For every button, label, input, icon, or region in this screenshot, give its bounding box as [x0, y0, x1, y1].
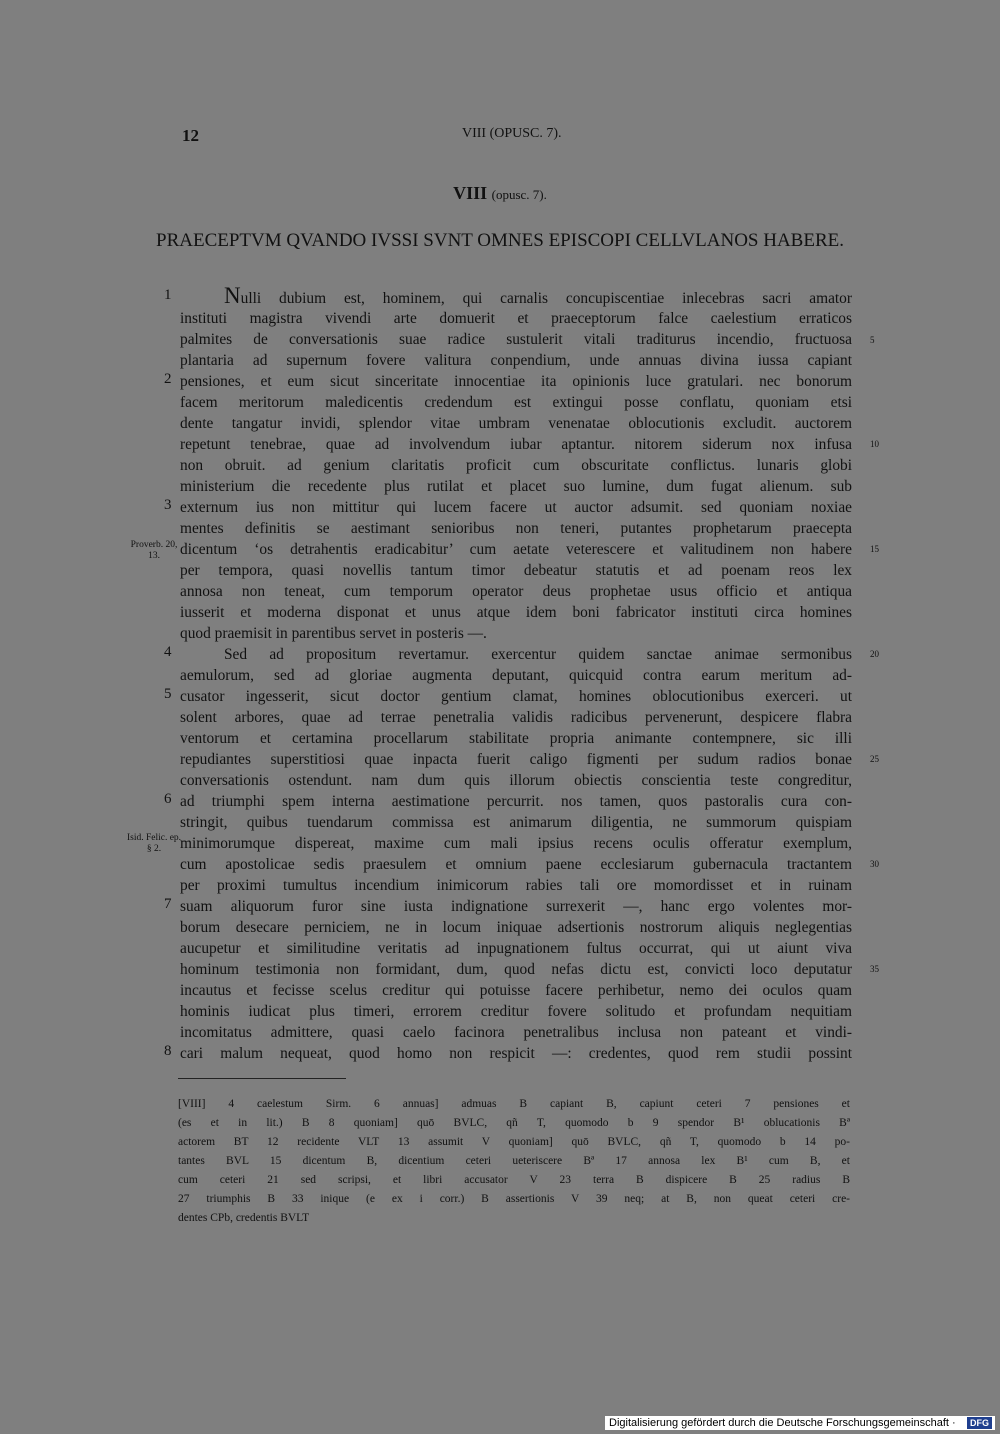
footer-text: Digitalisierung gefördert durch die Deutsche Forschungsgemeinschaft ·: [609, 1417, 956, 1429]
body-line: mentes definitis se aestimant senioribus non teneri, putantes prophetarum praecepta: [180, 520, 852, 537]
body-line: incomitatus admittere, quasi caelo facinora penetralibus inclusa non pateant et vindi-: [180, 1024, 852, 1041]
body-line: facem meritorum maledicentis credendum est extingui posse conflatu, quoniam etsi: [180, 394, 852, 411]
margin-note-isidore: Isid. Felic. ep. § 2.: [126, 833, 182, 854]
body-line: conversationis ostendunt. nam dum quis illorum obiectis conscientia teste congreditur,: [180, 772, 852, 789]
footnote-line: [VIII] 4 caelestum Sirm. 6 annuas] admuas B capiant B, capiunt ceteri 7 pensiones et: [178, 1098, 850, 1110]
body-line: per tempora, quasi novellis tantum timor debeatur statutis et ad poenam reos lex: [180, 562, 852, 579]
body-line: cusator ingesserit, sicut doctor gentium clamat, homines oblocutionibus exerceri. ut: [180, 688, 852, 705]
footnote-line: actorem BT 12 recidente VLT 13 assumit V quoniam] quō BVLC, qñ T, quomodo b 14 po-: [178, 1136, 850, 1148]
body-line: ministerium die recedente plus rutilat et placet suo lumine, dum fugat alienum. sub: [180, 478, 852, 495]
line-number: 5: [870, 335, 875, 345]
line-number: 35: [870, 964, 879, 974]
body-line: palmites de conversationis suae radice sustulerit vitali traditurus incendio, fructuosa: [180, 331, 852, 348]
margin-note-proverb: Proverb. 20, 13.: [130, 540, 178, 561]
body-line: repudiantes superstitiosi quae inpacta fuerit caligo figmenti per sudum radios bonae: [180, 751, 852, 768]
body-line: Nulli dubium est, hominem, qui carnalis concupiscentiae inlecebras sacri amator: [180, 287, 852, 308]
body-line: dente tangatur invidi, splendor vitae umbram venenatae oblocutionis excludit. auctorem: [180, 415, 852, 432]
line-number: 25: [870, 754, 879, 764]
body-line: ventorum et certamina procellarum stabilitate propria animante contempnere, sic illi: [180, 730, 852, 747]
paragraph-number: 5: [164, 686, 172, 702]
line-number: 20: [870, 649, 879, 659]
body-line: non obruit. ad genium claritatis proficit cum obscuritate conflictus. lunaris globi: [180, 457, 852, 474]
body-line: instituti magistra vivendi arte domuerit et praeceptorum falce caelestium erraticos: [180, 310, 852, 327]
body-line: aucupetur et similitudine veritatis ad inpugnationem fultus occurrat, qui ut aiunt viva: [180, 940, 852, 957]
dfg-logo-icon: DFG: [967, 1417, 992, 1429]
line-number: 15: [870, 544, 879, 554]
body-line: minimorumque dispereat, maxime cum mali ipsius recens oculis offeratur exemplum,: [180, 835, 852, 852]
body-line: incautus et fecisse scelus creditur qui potuisse facere perhibetur, nemo dei oculos quam: [180, 982, 852, 999]
footnote-line: cum ceteri 21 sed scripsi, et libri accusator V 23 terra B dispicere B 25 radius B: [178, 1174, 850, 1186]
body-line: Sed ad propositum revertamur. exercentur quidem sanctae animae sermonibus: [224, 646, 852, 663]
body-line: aemulorum, sed ad gloriae augmenta deputant, quicquid contra earum meritum ad-: [180, 667, 852, 684]
initial-letter: N: [224, 287, 241, 308]
footer-bar: [605, 1416, 995, 1430]
body-line: pensiones, et eum sicut sinceritate innocentiae ita opinionis luce gratulari. nec bonorum: [180, 373, 852, 390]
running-head: VIII (OPUSC. 7).: [462, 126, 562, 141]
body-line: repetunt tenebrae, quae ad involvendum iubar aptantur. nitorem siderum nox infusa: [180, 436, 852, 453]
paragraph-number: 3: [164, 497, 172, 513]
body-line: hominum testimonia non formidant, dum, quod nefas dictu est, convicti loco deputatur: [180, 961, 852, 978]
paragraph-number: 6: [164, 791, 172, 807]
body-line: cum apostolicae sedis praesulem et omnium paene ecclesiarum gubernacula tractantem: [180, 856, 852, 873]
paragraph-number: 7: [164, 896, 172, 912]
section-numeral: VIII: [453, 183, 488, 203]
footnote-line: tantes BVL 15 dicentum B, dicentium ceteri ueteriscere Bª 17 annosa lex B¹ cum B, et: [178, 1155, 850, 1167]
body-line: suam aliquorum furor sine iusta indignatione surrexerit —, hanc ergo volentes mor-: [180, 898, 852, 915]
body-line: cari malum nequeat, quod homo non respicit —: credentes, quod rem studii possint: [180, 1045, 852, 1062]
body-line: per proximi tumultus incendium inimicorum rabies tali ore momordisset et in ruinam: [180, 877, 852, 894]
body-line: hominis iudicat plus timeri, errorem creditur fovere solitudo et profundam nequitiam: [180, 1003, 852, 1020]
footnote-rule: [178, 1078, 346, 1079]
body-line: stringit, quibus tuendarum commissa est animarum diligentia, ne summorum quispiam: [180, 814, 852, 831]
paragraph-number: 4: [164, 644, 172, 660]
footnote-line: dentes CPb, credentis BVLT: [178, 1212, 310, 1224]
section-title: [0, 183, 1000, 204]
footnote-line: (es et in lit.) B 8 quoniam] quō BVLC, qñ T, quomodo b 9 spendor B¹ oblucationis Bª: [178, 1117, 850, 1129]
page-number: 12: [182, 126, 199, 145]
body-line: quod praemisit in parentibus servet in posteris —.: [180, 625, 487, 642]
body-line: ad triumphi spem interna aestimatione percurrit. nos tamen, quos pastoralis cura con-: [180, 793, 852, 810]
paragraph-number: 2: [164, 371, 172, 387]
body-line: borum desecare perniciem, ne in locum iniquae adsertionis nostrorum aliquis neglegentias: [180, 919, 852, 936]
paragraph-number: 1: [164, 287, 172, 303]
document-title: PRAECEPTVM QVANDO IVSSI SVNT OMNES EPISCOPI CELLVLANOS HABERE.: [156, 230, 844, 251]
body-line: annosa non teneat, cum temporum operator deus prophetae usus officio et antiqua: [180, 583, 852, 600]
body-line: dicentum ‘os detrahentis eradicabitur’ cum aetate veterescere et valitudinem non habere: [180, 541, 852, 558]
body-line: iusserit et moderna disponat et unus atque idem boni fabricator instituti circa homines: [180, 604, 852, 621]
footnote-line: 27 triumphis B 33 inique (e ex i corr.) B assertionis V 39 neq; at B, non queat ceteri cre-: [178, 1193, 850, 1205]
line-number: 10: [870, 439, 879, 449]
body-line: externum ius non mittitur qui lucem facere ut auctor adsumit. sed quoniam noxiae: [180, 499, 852, 516]
body-line: solent arbores, quae ad terrae penetralia validis radicibus pervenerunt, despicere flabra: [180, 709, 852, 726]
body-line: plantaria ad supernum fovere valitura conpendium, unde annuas divina iussa capiant: [180, 352, 852, 369]
section-opusc: (opusc. 7).: [491, 187, 547, 202]
paragraph-number: 8: [164, 1043, 172, 1059]
line-number: 30: [870, 859, 879, 869]
